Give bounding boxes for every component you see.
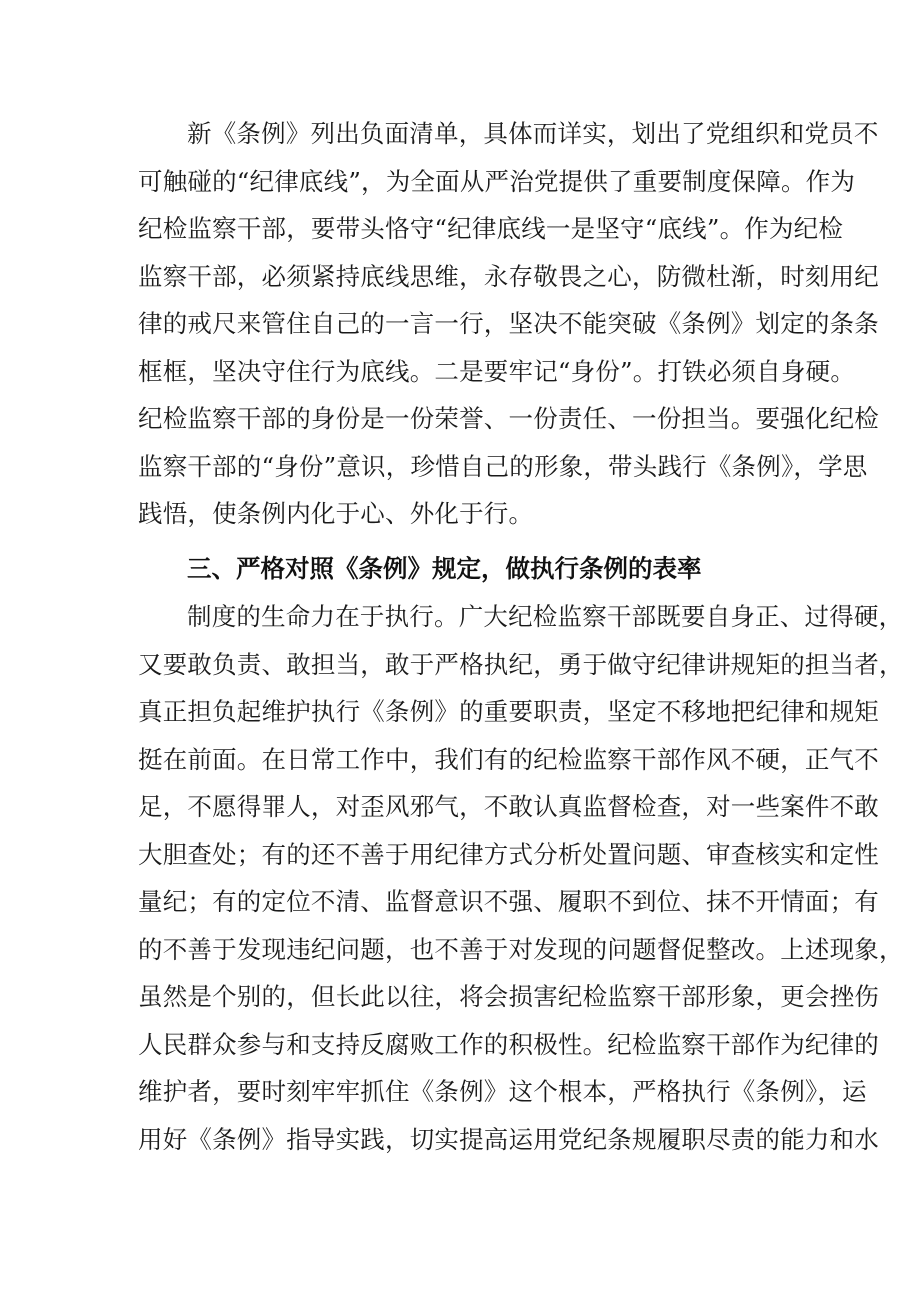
paragraph-2 [138, 593, 904, 1163]
paragraph-line: 律的戒尺来管住自己的一言一行，坚决不能突破《条例》划定的条条 [138, 309, 879, 338]
paragraph-line: 挺在前面。在日常工作中，我们有的纪检监察干部作风不硬，正气不 [138, 744, 879, 774]
paragraph-line: 用好《条例》指导实践，切实提高运用党纪条规履职尽责的能力和水 [138, 1124, 879, 1154]
paragraph-line: 足，不愿得罪人，对歪风邪气，不敢认真监督检查，对一些案件不敢 [138, 792, 879, 821]
paragraph-line: 制度的生命力在于执行。广大纪检监察干部既要自身正、过得硬， [187, 602, 904, 631]
paragraph-line: 框框，坚决守住行为底线。二是要牢记“身份”。打铁必须自身硬。 [138, 356, 856, 386]
paragraph-line: 的不善于发现违纪问题，也不善于对发现的问题督促整改。上述现象， [138, 934, 904, 964]
paragraph-line: 可触碰的“纪律底线”，为全面从严治党提供了重要制度保障。作为 [138, 166, 856, 196]
paragraph-line: 纪检监察干部的身份是一份荣誉、一份责任、一份担当。要强化纪检 [138, 404, 879, 433]
paragraph-line: 大胆查处；有的还不善于用纪律方式分析处置问题、审查核实和定性 [138, 839, 879, 869]
paragraph-line: 监察干部，必须紧持底线思维，永存敬畏之心，防微杜渐，时刻用纪 [138, 261, 879, 291]
paragraph-line: 践悟，使条例内化于心、外化于行。 [138, 499, 534, 528]
paragraph-line: 量纪；有的定位不清、监督意识不强、履职不到位、抹不开情面；有 [138, 887, 879, 916]
paragraph-line: 纪检监察干部，要带头恪守“纪律底线一是坚守“底线”。作为纪检 [138, 214, 844, 243]
paragraph-line: 又要敢负责、敢担当，敢于严格执纪，勇于做守纪律讲规矩的担当者， [138, 649, 904, 679]
paragraph-line: 真正担负起维护执行《条例》的重要职责，坚定不移地把纪律和规矩 [138, 697, 879, 726]
paragraph-line: 监察干部的“身份”意识，珍惜自己的形象，带头践行《条例》，学思 [138, 451, 868, 481]
paragraph-line: 人民群众参与和支持反腐败工作的积极性。纪检监察干部作为纪律的 [138, 1029, 879, 1059]
paragraph-line: 维护者，要时刻牢牢抓住《条例》这个根本，严格执行《条例》，运 [138, 1077, 867, 1106]
paragraph-1 [138, 110, 879, 538]
section-heading: 三、严格对照《条例》规定，做执行条例的表率 [187, 554, 702, 583]
paragraph-line: 新《条例》列出负面清单，具体而详实，划出了党组织和党员不 [187, 119, 879, 148]
paragraph-line: 虽然是个别的，但长此以往，将会损害纪检监察干部形象，更会挫伤 [138, 982, 879, 1011]
